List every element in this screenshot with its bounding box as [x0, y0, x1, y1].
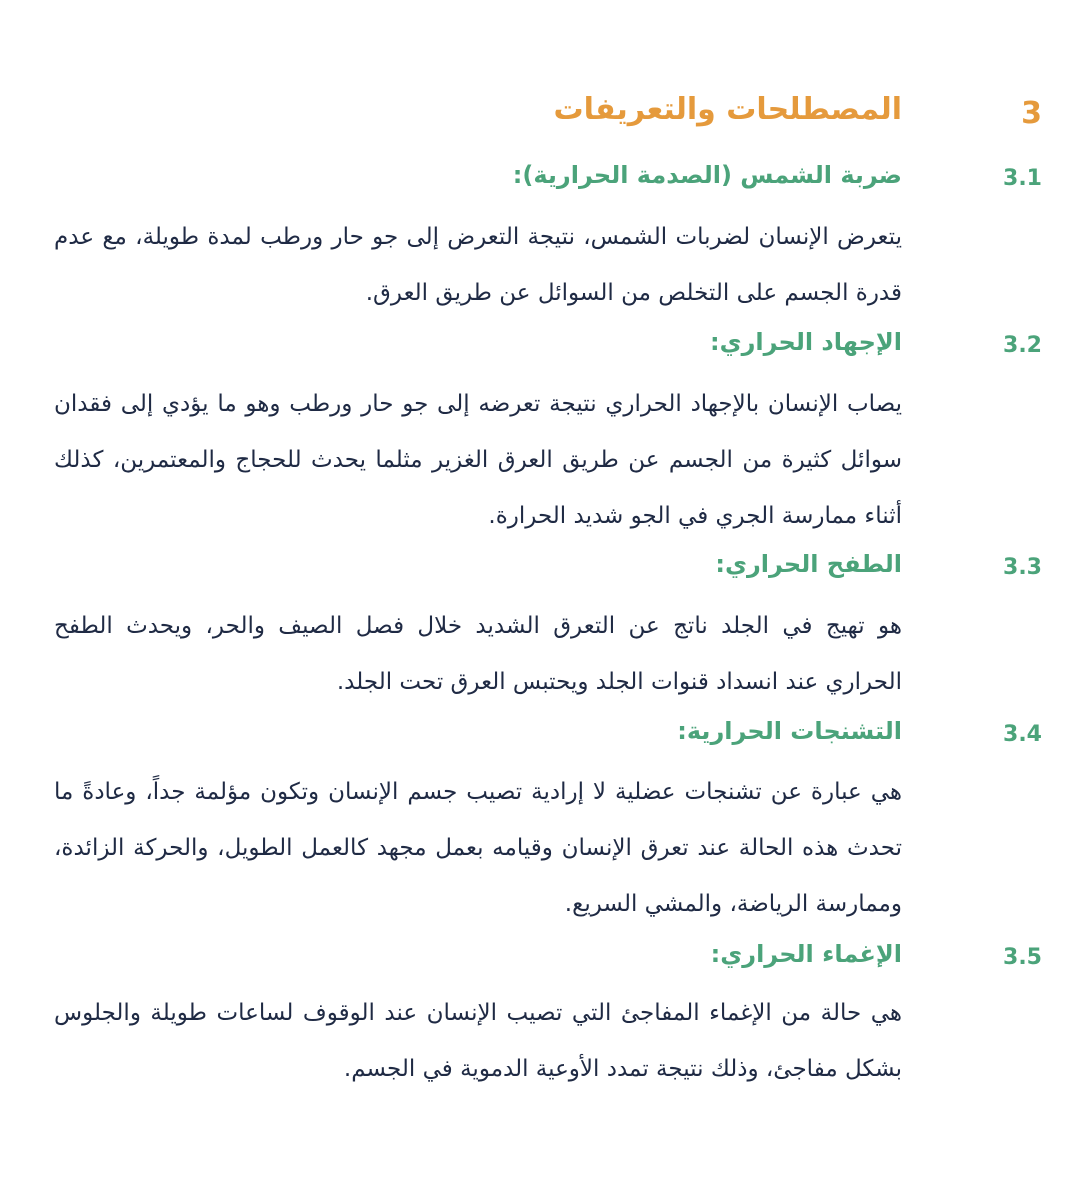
item-title: الإجهاد الحراري: [709, 328, 902, 356]
item-paragraph-3-5: هي حالة من الإغماء المفاجئ التي تصيب الإنسان عند الوقوف لساعات طويلة والجلوس بشكل مفاجئ، وذلك نتيجة تمدد الأوعية الدموية في الجسم. [54, 1000, 902, 1082]
item-title: التشنجات الحرارية: [677, 717, 902, 745]
item-number: 3.2 [1003, 333, 1042, 358]
item-number: 3.5 [1003, 945, 1042, 970]
item-number: 3.4 [1003, 722, 1042, 747]
item-title: الطفح الحراري: [715, 550, 902, 578]
item-paragraph-3-4: هي عبارة عن تشنجات عضلية لا إرادية تصيب جسم الإنسان وتكون مؤلمة جداً، وعادةً ما تحدث هذه الحالة عند تعرق الإنسان وقيامه بعمل مجهد كالعمل الطويل، والحركة الزائدة، وممارسة الرياضة، والمشي السريع. [54, 779, 902, 917]
item-paragraph-3-3: هو تهيج في الجلد ناتج عن التعرق الشديد خلال فصل الصيف والحر، ويحدث الطفح الحراري عند انسداد قنوات الجلد ويحتبس العرق تحت الجلد. [54, 613, 902, 695]
item-title: الإغماء الحراري: [710, 940, 902, 968]
item-paragraph-3-2: يصاب الإنسان بالإجهاد الحراري نتيجة تعرضه إلى جو حار ورطب وهو ما يؤدي إلى فقدان سوائل كثيرة من الجسم عن طريق العرق الغزير مثلما يحدث للحجاج والمعتمرين، كذلك أثناء ممارسة الجري في الجو شديد الحرارة. [54, 391, 902, 529]
section-title: المصطلحات والتعريفات [553, 92, 902, 127]
item-number: 3.3 [1003, 555, 1042, 580]
item-paragraph-3-1: يتعرض الإنسان لضربات الشمس، نتيجة التعرض إلى جو حار ورطب لمدة طويلة، مع عدم قدرة الجسم على التخلص من السوائل عن طريق العرق. [54, 224, 902, 306]
item-title: ضربة الشمس (الصدمة الحرارية): [512, 161, 902, 189]
section-number: 3 [1021, 96, 1042, 131]
item-number: 3.1 [1003, 166, 1042, 191]
